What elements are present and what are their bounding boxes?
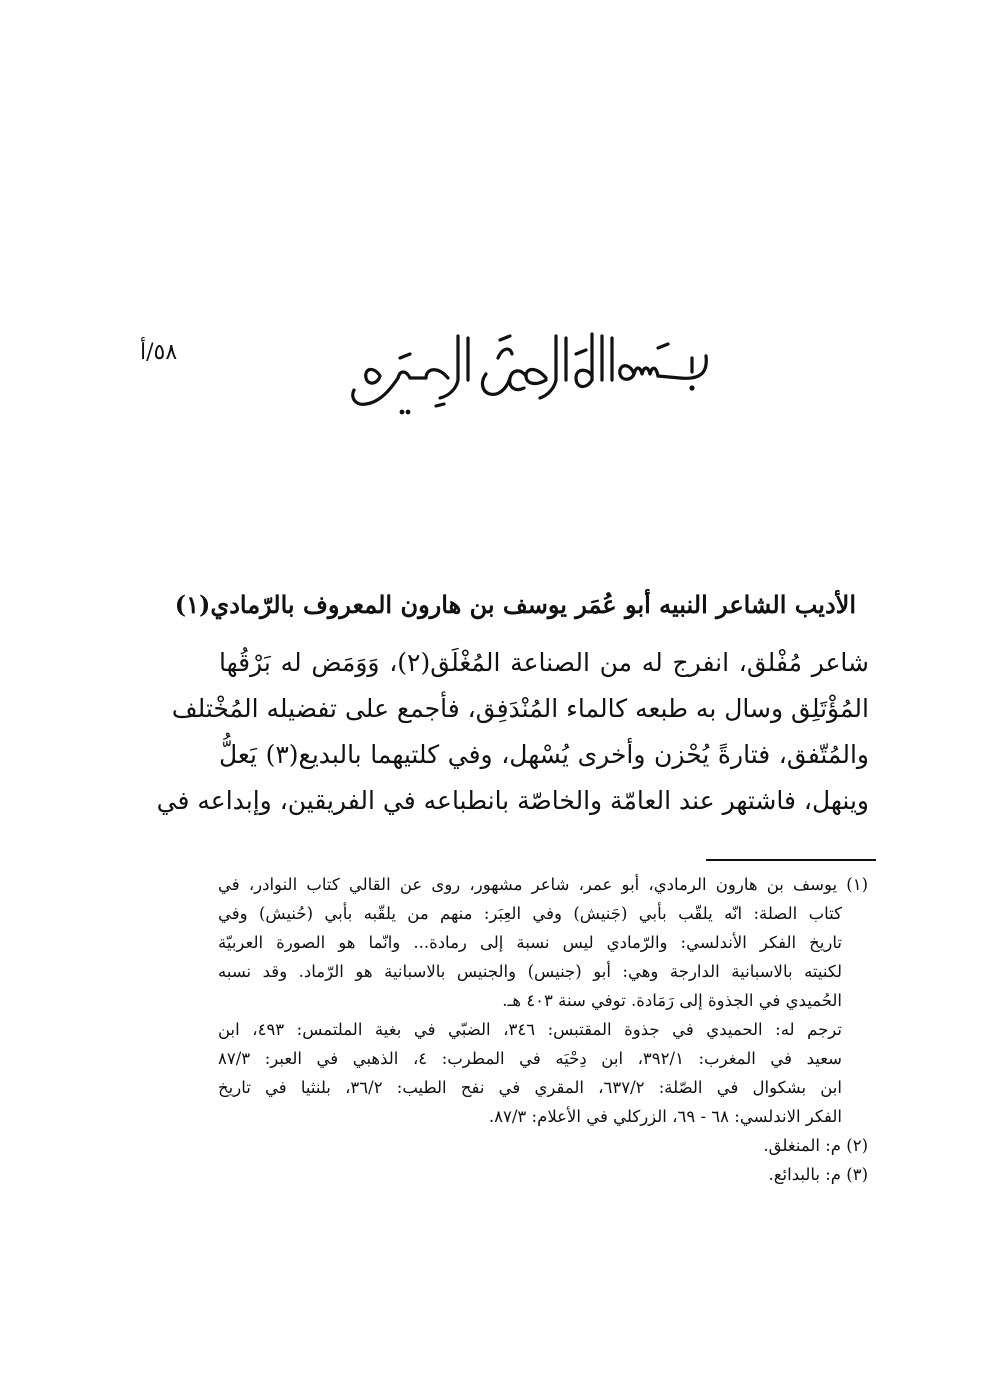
- footnote-line: سعيد في المغرب: ٣٩٢/١، ابن دِحْيَه في المطرب: ٤، الذهبي في العبر: ٨٧/٣: [218, 1049, 842, 1068]
- footnote-line: الفكر الاندلسي: ٦٨ - ٦٩، الزركلي في الأعلام: ٨٧/٣.: [488, 1107, 842, 1126]
- footnotes: [218, 870, 868, 1189]
- footnote-line: لكنيته بالاسبانية الدارجة وهي: أبو (جنيس) والجنيس بالاسبانية هو الرّماد. وقد نسبه: [218, 962, 842, 981]
- entry-title: الأديب الشاعر النبيه أبو عُمَر يوسف بن هارون المعروف بالرّمادي(١): [174, 590, 856, 619]
- body-paragraph: [156, 640, 870, 824]
- body-line: والمُتّفق، فتارةً يُحْزن وأخرى يُسْهل، وفي كلتيهما بالبديع(٣) يَعلُّ: [219, 740, 870, 769]
- body-line: المُؤْتَلِق وسال به طبعه كالماء المُنْدَفِق، فأجمع على تفضيله المُخْتلف: [171, 694, 869, 723]
- footnote-line: ترجم له: الحميدي في جذوة المقتبس: ٣٤٦، الضبّي في بغية الملتمس: ٤٩٣، ابن: [218, 1020, 842, 1039]
- footnote-line: تاريخ الفكر الأندلسي: والرّمادي ليس نسبة إلى رمادة... وانّما هو الصورة العربيّة: [218, 933, 842, 952]
- body-line: وينهل، فاشتهر عند العامّة والخاصّة بانطباعه في الفريقين، وإبداعه في: [156, 786, 869, 815]
- basmala-calligraphy: [340, 318, 720, 418]
- footnote-line: ابن بشكوال في الصّلة: ٦٣٧/٢، المقري في نفح الطيب: ٣٦/٢، بلنثيا في تاريخ: [218, 1078, 842, 1097]
- basmala-calligraphy-drawing: [340, 318, 720, 418]
- footnote-divider: [706, 859, 876, 861]
- footnote-line: (٢) م: المنغلق.: [763, 1136, 868, 1155]
- footnote-line: الحُميدي في الجذوة إلى رَمَادة. توفي سنة ٤٠٣ هـ.: [502, 991, 842, 1010]
- footnote-line: (١) يوسف بن هارون الرمادي، أبو عمر، شاعر مشهور، روى عن القالي كتاب النوادر، في: [218, 875, 868, 894]
- folio-number: ٥٨/أ: [140, 340, 178, 365]
- footnote-line: كتاب الصلة: انّه يلقّب بأبي (جَنيش) وفي العِبَر: منهم من يلقّبه بأبي (حُنيش) وفي: [218, 904, 842, 923]
- footnote-line: (٣) م: بالبدائع.: [768, 1165, 868, 1184]
- body-line: شاعر مُفْلق، انفرج له من الصناعة المُغْلَق(٢)، وَوَمَض له بَرْقُها: [219, 648, 869, 677]
